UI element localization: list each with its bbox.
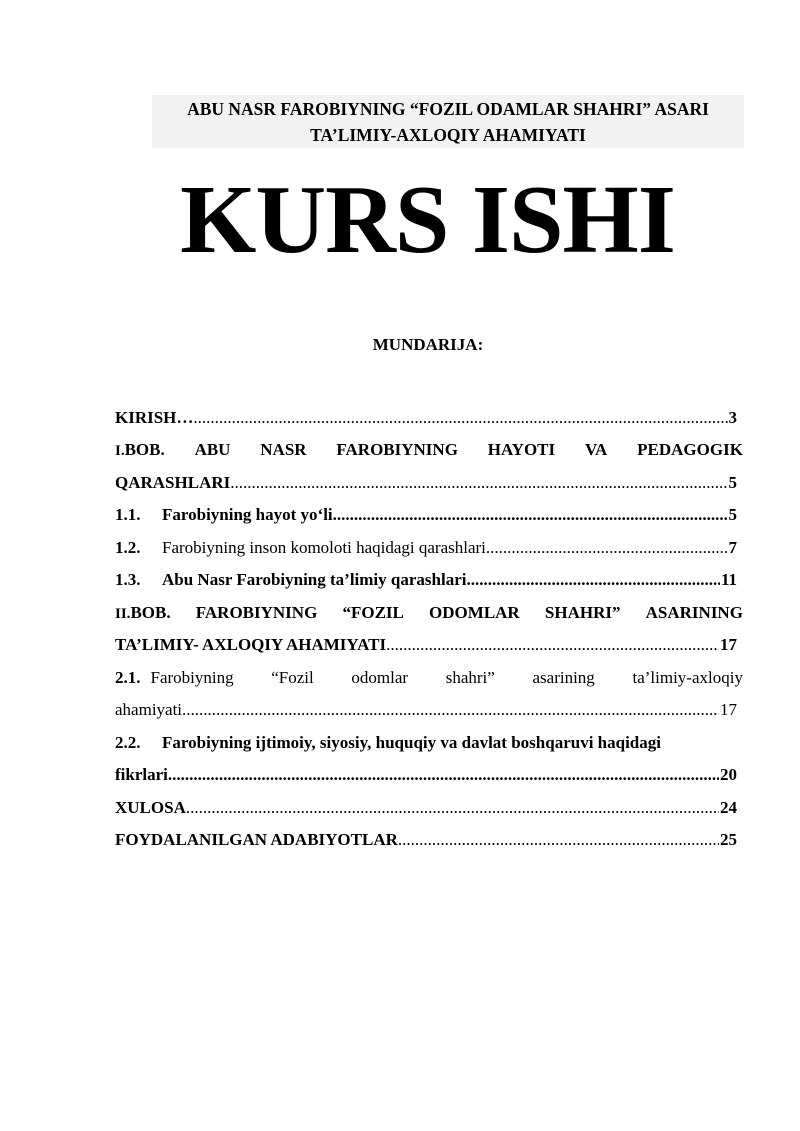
toc-word: VA: [584, 440, 608, 459]
toc-entry-label: Farobiyning inson komoloti haqidagi qarashlari: [162, 537, 486, 557]
toc-word: FAROBIYNING: [195, 602, 318, 622]
toc-page-number: 5: [728, 505, 737, 524]
toc-word: odomlar: [351, 667, 409, 687]
toc-page-number: 17: [720, 635, 737, 654]
toc-word: PEDAGOGIK: [637, 440, 743, 459]
toc-section-number: 1.3.: [115, 570, 141, 589]
toc-leader-dots: [186, 798, 719, 818]
toc-leader-dots: [333, 505, 728, 525]
toc-entry-chapter-1: [115, 428, 743, 461]
toc-page-number: 3: [728, 407, 737, 427]
toc-entry-intro: [115, 395, 743, 428]
toc-page-number: 7: [728, 537, 737, 557]
toc-section-number: 1.2.: [115, 537, 141, 557]
toc-entry-2-2: [115, 720, 743, 753]
toc-entry-label: QARASHLARI: [115, 472, 231, 492]
toc-word: HAYOTI: [487, 440, 556, 459]
toc-word: NASR: [260, 440, 307, 459]
toc-entry-1-2: [115, 525, 743, 558]
toc-word: “FOZIL: [342, 602, 404, 622]
toc-entry-chapter-1-cont: [115, 460, 743, 493]
toc-entry-label: Farobiyning hayot yo‘li: [162, 505, 333, 524]
toc-entry-label: XULOSA: [115, 797, 186, 817]
toc-leader-dots: [168, 765, 719, 785]
toc-word: ABU: [194, 440, 231, 459]
toc-page-number: 11: [720, 570, 737, 589]
toc-leader-dots: [193, 408, 727, 428]
toc-word: asarining: [532, 667, 595, 687]
toc-leader-dots: [386, 635, 719, 655]
toc-leader-dots: [182, 700, 719, 720]
toc-word: ta’limiy-axloqiy: [632, 667, 743, 687]
contents-title: MUNDARIJA:: [372, 335, 484, 354]
toc-page-number: 17: [720, 700, 737, 719]
toc-entry-label: FOYDALANILGAN ADABIYOTLAR: [115, 830, 398, 849]
toc-chapter-heading: II.BOB.: [115, 602, 171, 622]
toc-word: ASARINING: [645, 602, 743, 622]
toc-word: SHAHRI”: [544, 602, 621, 622]
toc-word: ODOMLAR: [429, 602, 520, 622]
toc-page-number: 5: [728, 472, 737, 492]
toc-entry-label: KIRISH…: [115, 407, 194, 427]
table-of-contents: [115, 395, 743, 850]
toc-word: FAROBIYNING: [336, 440, 458, 459]
toc-entry-label: fikrlari: [115, 765, 168, 784]
document-type-heading: KURS ISHI: [180, 166, 675, 274]
toc-leader-dots: [398, 830, 719, 850]
toc-entry-label: TA’LIMIY- AXLOQIY AHAMIYATI: [115, 635, 387, 654]
toc-page-number: 24: [720, 797, 737, 817]
toc-entry-chapter-2: [115, 590, 743, 623]
topic-title-line-1: ABU NASR FAROBIYNING “FOZIL ODAMLAR SHAHRI” ASARI: [187, 99, 709, 119]
topic-title: [152, 95, 744, 148]
toc-word: shahri”: [445, 667, 495, 687]
toc-section-number: 2.2.: [115, 732, 141, 752]
toc-entry-2-1: [115, 655, 743, 688]
topic-title-line-2: TA’LIMIY-AXLOQIY AHAMIYATI: [310, 125, 586, 145]
toc-leader-dots: [466, 570, 719, 590]
toc-section-heading: 2.1. Farobiyning: [115, 667, 234, 687]
toc-chapter-heading: I.BOB.: [115, 440, 165, 459]
toc-entry-chapter-2-cont: [115, 623, 743, 656]
toc-entry-label: Farobiyning ijtimoiy, siyosiy, huquqiy va davlat boshqaruvi haqidagi: [162, 732, 661, 752]
toc-entry-2-2-cont: [115, 753, 743, 786]
toc-entry-label: Abu Nasr Farobiyning ta’limiy qarashlari: [162, 570, 467, 589]
toc-entry-2-1-cont: [115, 688, 743, 721]
toc-entry-conclusion: [115, 785, 743, 818]
toc-entry-1-3: [115, 558, 743, 591]
toc-leader-dots: [486, 538, 728, 558]
toc-leader-dots: [230, 473, 727, 493]
toc-page-number: 20: [720, 765, 737, 784]
toc-entry-label: ahamiyati: [115, 700, 183, 719]
toc-section-number: 1.1.: [115, 505, 141, 524]
toc-entry-1-1: [115, 493, 743, 526]
toc-word: “Fozil: [271, 667, 314, 687]
toc-page-number: 25: [720, 830, 737, 849]
toc-entry-references: [115, 818, 743, 851]
